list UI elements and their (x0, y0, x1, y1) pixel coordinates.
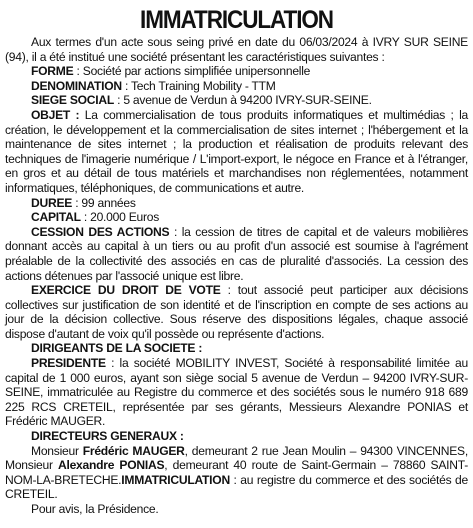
dirigeants-label: DIRIGEANTS DE LA SOCIETE : (31, 341, 203, 356)
directeurs-text-4: : au registre du commerce et des sociétés de CRETEIL. (5, 472, 468, 502)
directeur-name-1: Frédéric MAUGER (82, 443, 185, 458)
dirigeants-heading (5, 341, 468, 356)
forme-line (5, 64, 468, 79)
president-text: : la société MOBILITY INVEST, Société à responsabilité limitée au capital de 1 000 euros, ayant son siège social 5 avenue de Verdun – 94200 IVRY-SUR-SEINE, immatriculée au Registre du commerce et des sociétés sous le numéro 918 689 225 RCS CRETEIL, représentée par ses gérants, Messieurs Alexandre PONIAS et Frédéric MAUGER. (5, 356, 468, 429)
denomination-line (5, 79, 468, 94)
directeurs-text-1: Monsieur (31, 443, 83, 458)
vote-paragraph (5, 283, 468, 341)
cession-label: CESSION DES ACTIONS (31, 224, 170, 239)
intro-paragraph: Aux termes d'un acte sous seing privé en date du 06/03/2024 à IVRY SUR SEINE (94), il a été institué une société présentant les caractéristiques suivantes : (5, 35, 468, 64)
duree-line (5, 196, 468, 211)
vote-label: EXERCICE DU DROIT DE VOTE (31, 283, 221, 298)
legal-notice (5, 6, 468, 517)
cession-paragraph (5, 225, 468, 283)
directeurs-heading (5, 429, 468, 444)
objet-text: La commercialisation de tous produits informatiques et multimédias ; la création, le développement et la commercialisation de sites internet ; l'hébergement et la maintenance de sites internet ; la production et réalisation de produits relevant des techniques de l'imagerie numérique / L'import-export, le négoce en France et à l'étranger, en gros et au détail de tous matériels et marchandises non réglementées, notamment informatiques, téléphoniques, de communications et autre. (5, 107, 468, 195)
capital-line (5, 210, 468, 225)
forme-label: FORME (31, 64, 74, 79)
siege-label: SIEGE SOCIAL (31, 93, 115, 108)
objet-paragraph (5, 108, 468, 196)
directeurs-text-2: , demeurant 2 rue Jean Moulin – 94300 VINCENNES, Monsieur (5, 443, 468, 473)
president-label: PRESIDENTE (31, 356, 106, 371)
duree-text: : 99 années (72, 195, 136, 210)
siege-line (5, 93, 468, 108)
denomination-label: DENOMINATION (31, 78, 122, 93)
immatriculation-label: IMMATRICULATION (121, 472, 230, 487)
capital-label: CAPITAL (31, 210, 81, 225)
siege-text: : 5 avenue de Verdun à 94200 IVRY-SUR-SEINE. (114, 93, 372, 108)
directeurs-label: DIRECTEURS GENERAUX : (31, 429, 184, 444)
duree-label: DUREE (31, 195, 73, 210)
directeur-name-2: Alexandre PONIAS (57, 458, 165, 473)
cession-text: : la cession de titres de capital et de valeurs mobilières donnant accès au capital à un tiers ou au profit d'un associé est soumise à l'agrément préalable de la collectivité des associés en cas de pluralité d'associés. La cession des actions détenues par l'associé unique est libre. (5, 224, 468, 283)
forme-text: : Société par actions simplifiée unipersonnelle (73, 64, 311, 79)
directeurs-text-3: , demeurant 40 route de Saint-Germain – 78860 SAINT-NOM-LA-BRETECHE. (5, 458, 468, 487)
objet-label: OBJET : (31, 107, 80, 122)
denomination-text: : Tech Training Mobility - TTM (121, 78, 276, 93)
notice-title: IMMATRICULATION (140, 6, 333, 34)
directeurs-paragraph (5, 444, 468, 502)
vote-text: : tout associé peut participer aux décisions collectives sur justification de son identité et de l'inscription en compte de ses actions au jour de la décision collective. Sous réserve des dispositions légales, chaque associé dispose d'autant de voix qu'il possède ou représente d'actions. (5, 283, 468, 341)
capital-text: : 20.000 Euros (80, 210, 160, 225)
president-paragraph (5, 356, 468, 429)
closing-line: Pour avis, la Présidence. (31, 502, 159, 516)
